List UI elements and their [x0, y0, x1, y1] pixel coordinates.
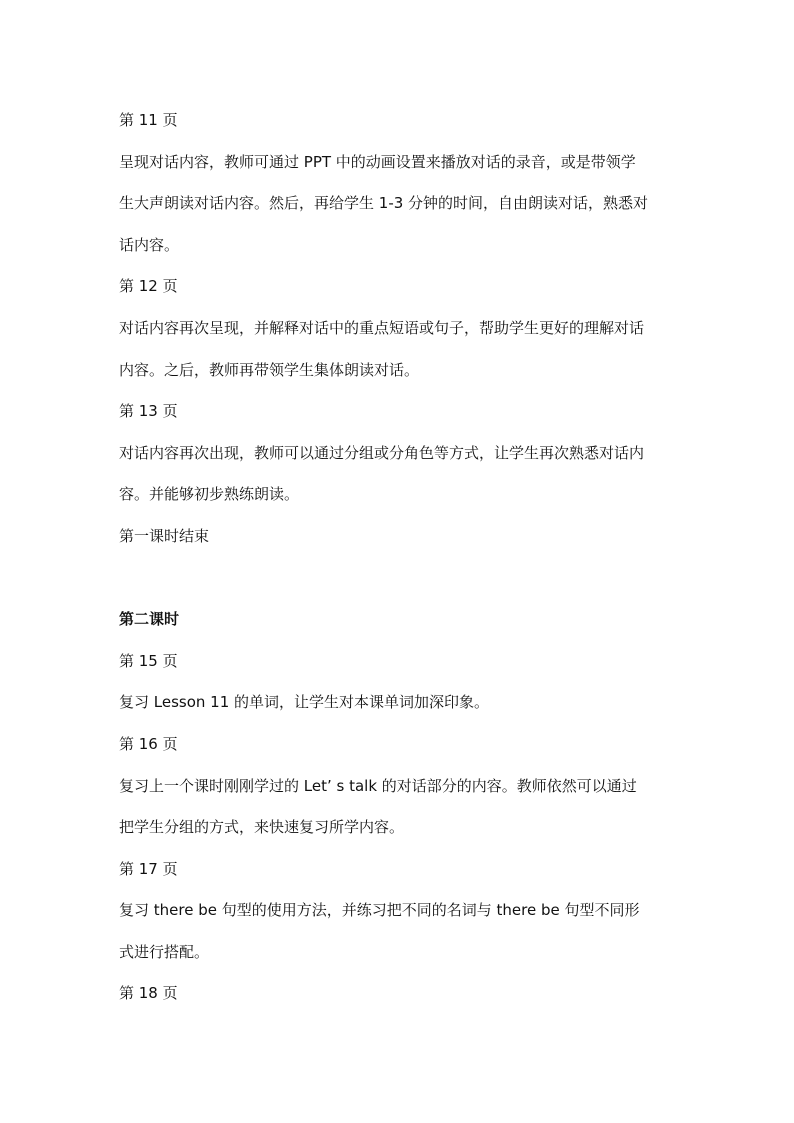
- section-spacer: [119, 558, 679, 600]
- paragraph-line: 内容。之后，教师再带领学生集体朗读对话。: [119, 360, 420, 379]
- page-label-17: 第 17 页: [119, 859, 178, 878]
- paragraph-line: 生大声朗读对话内容。然后，再给学生 1-3 分钟的时间，自由朗读对话，熟悉对: [119, 194, 649, 213]
- page-label-13: 第 13 页: [119, 402, 178, 421]
- lesson-end-note: 第一课时结束: [119, 526, 210, 545]
- page-label-18: 第 18 页: [119, 984, 178, 1003]
- paragraph-line: 把学生分组的方式，来快速复习所学内容。: [119, 818, 405, 837]
- paragraph-line: 对话内容再次呈现，并解释对话中的重点短语或句子，帮助学生更好的理解对话: [119, 318, 645, 337]
- page-label-12: 第 12 页: [119, 277, 178, 296]
- document-body: [119, 100, 679, 1015]
- paragraph-line: 话内容。: [119, 235, 180, 254]
- page-label-11: 第 11 页: [119, 111, 178, 129]
- paragraph-line: 呈现对话内容，教师可通过 PPT 中的动画设置来播放对话的录音，或是带领学: [119, 152, 636, 171]
- paragraph-line: 复习上一个课时刚刚学过的 Let’ s talk 的对话部分的内容。教师依然可以通过: [119, 776, 637, 795]
- page-label-15: 第 15 页: [119, 651, 178, 670]
- paragraph-line: 式进行搭配。: [119, 942, 210, 961]
- paragraph-line: 对话内容再次出现，教师可以通过分组或分角色等方式，让学生再次熟悉对话内: [119, 443, 645, 462]
- section-heading: 第二课时: [119, 610, 180, 629]
- paragraph-line: 复习 Lesson 11 的单词，让学生对本课单词加深印象。: [119, 693, 490, 712]
- page-label-16: 第 16 页: [119, 734, 178, 753]
- paragraph-line: 容。并能够初步熟练朗读。: [119, 485, 300, 504]
- paragraph-line: 复习 there be 句型的使用方法，并练习把不同的名词与 there be 句型不同形: [119, 901, 640, 920]
